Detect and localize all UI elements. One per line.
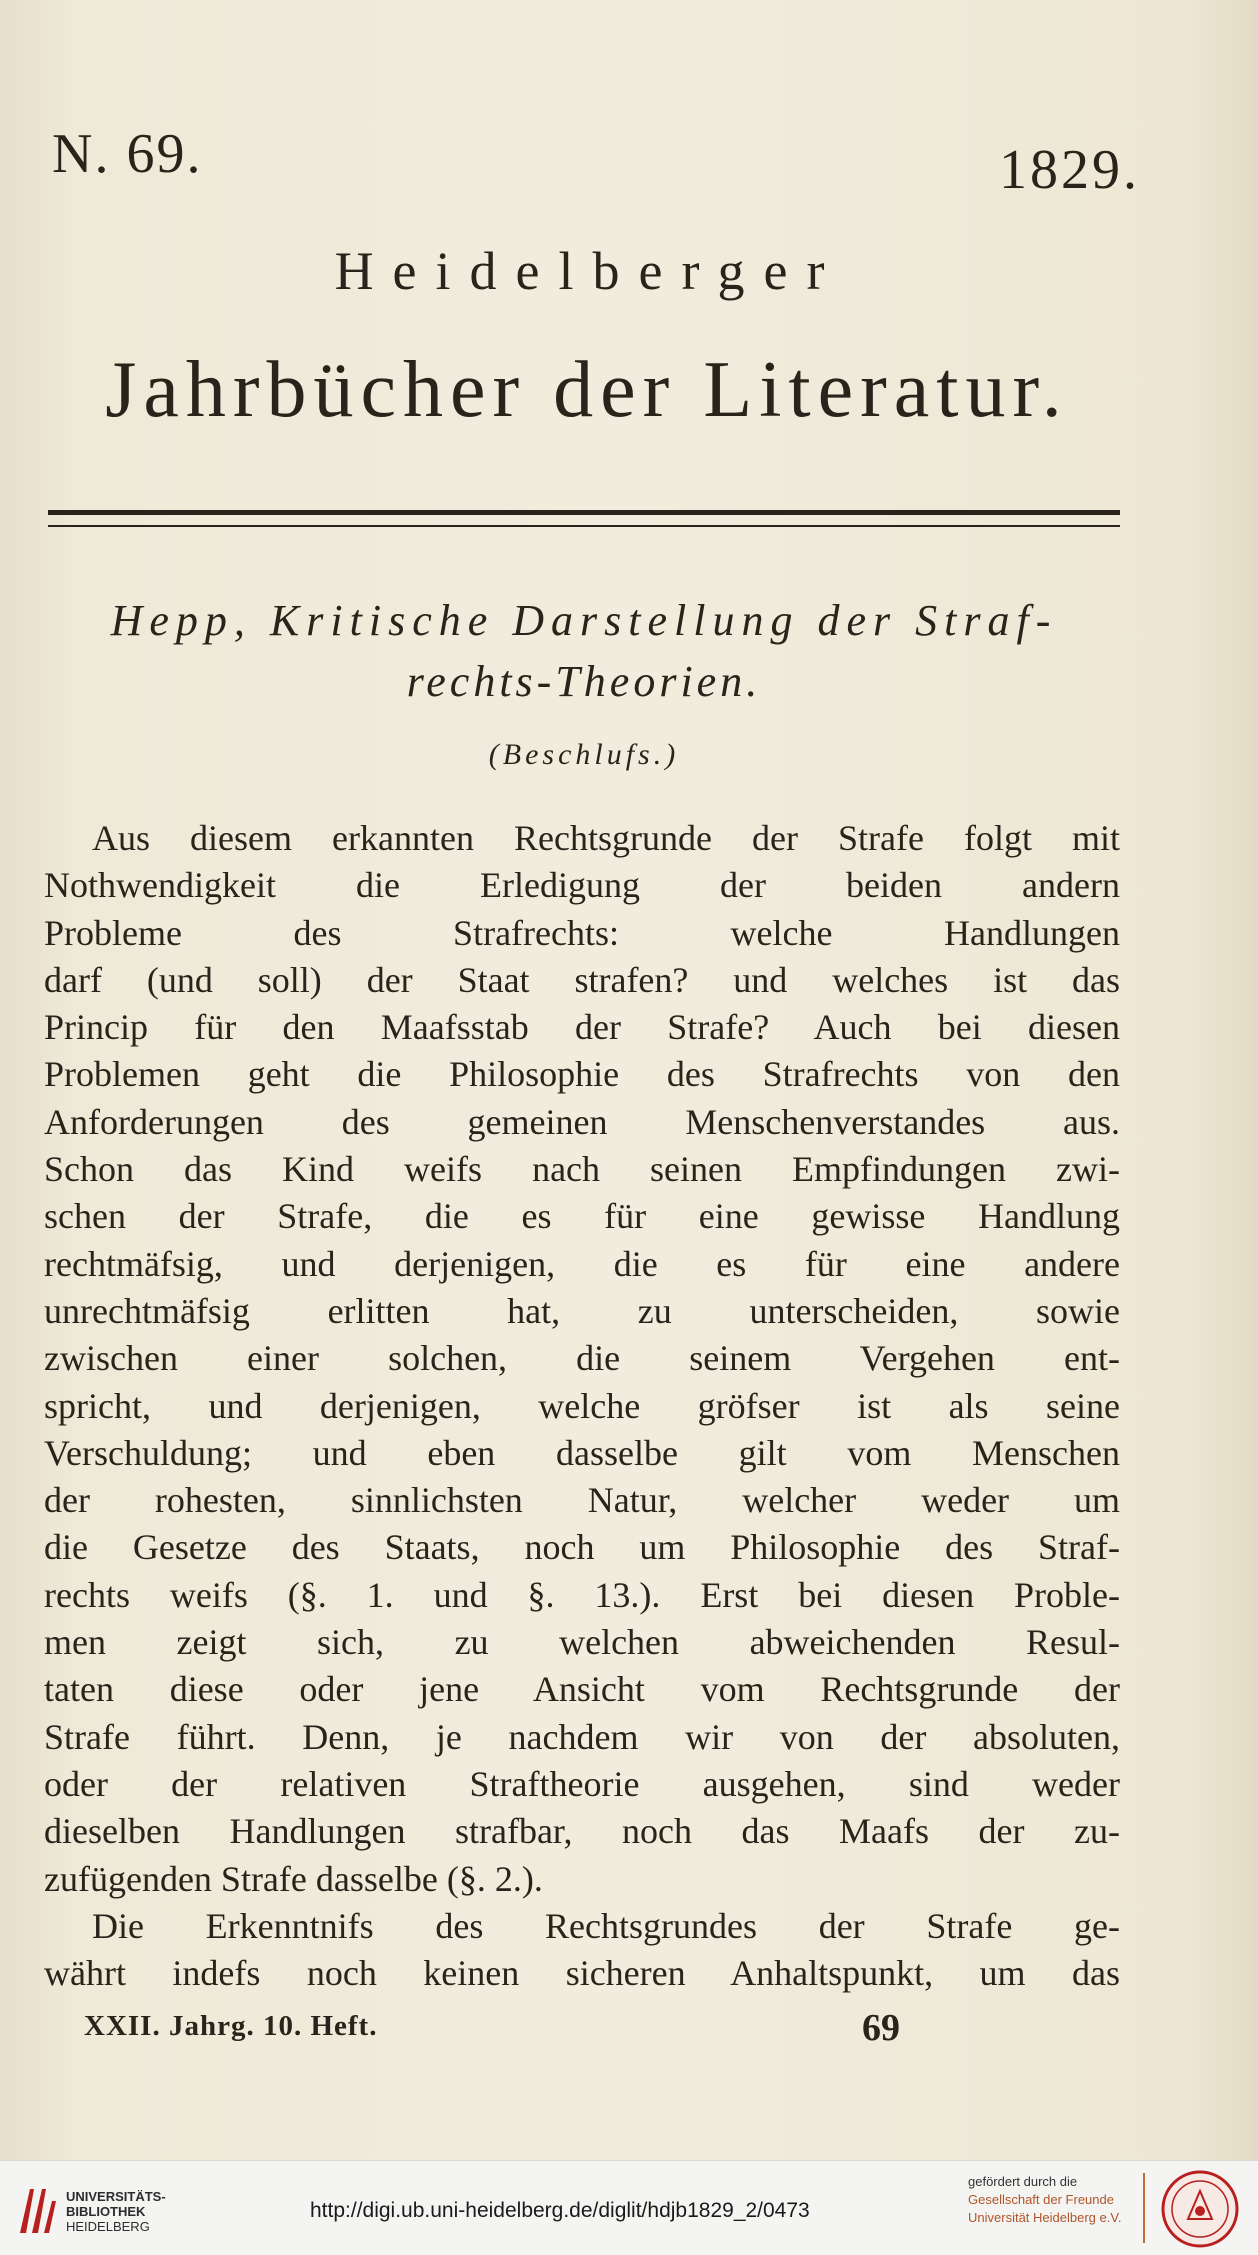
text-line: währt indefs noch keinen sicheren Anhaltspunkt, um das xyxy=(44,1953,1120,1994)
article-subtitle: (Beschlufs.) xyxy=(488,738,680,771)
sponsor-intro: gefördert durch die xyxy=(968,2174,1078,2189)
text-line: schen der Strafe, die es für eine gewisse Handlung xyxy=(44,1196,1120,1237)
text-line: Anforderungen des gemeinen Menschenverstandes aus. xyxy=(44,1101,1120,1142)
text-line: zufügenden Strafe dasselbe (§. 2.). xyxy=(44,1858,543,1899)
sponsor-divider xyxy=(1143,2173,1145,2243)
article-title-line-2: rechts-Theorien. xyxy=(406,657,762,706)
text-line: Problemen geht die Philosophie des Strafrechts von den xyxy=(44,1054,1120,1095)
text-line: Aus diesem erkannten Rechtsgrunde der Strafe folgt mit xyxy=(92,818,1120,858)
article-title-line-1: Hepp, Kritische Darstellung der Straf- xyxy=(110,596,1058,645)
library-name-line-2: BIBLIOTHEK xyxy=(66,2204,146,2219)
page-signature: 69 xyxy=(862,2007,900,2049)
text-line: Princip für den Maafsstab der Strafe? Auch bei diesen xyxy=(44,1007,1120,1048)
library-name xyxy=(66,2189,166,2234)
masthead-rule-thin xyxy=(48,525,1120,527)
text-line: der rohesten, sinnlichsten Natur, welcher weder um xyxy=(44,1480,1120,1521)
text-line: men zeigt sich, zu welchen abweichenden Resul- xyxy=(44,1622,1120,1663)
text-line: Die Erkenntnifs des Rechtsgrundes der Strafe ge- xyxy=(92,1905,1120,1946)
society-seal-icon xyxy=(1160,2169,1240,2249)
issue-number: N. 69. xyxy=(52,123,203,185)
text-line: zwischen einer solchen, die seinem Vergehen ent- xyxy=(44,1338,1120,1379)
text-line: Strafe führt. Denn, je nachdem wir von der absoluten, xyxy=(44,1716,1120,1757)
library-name-line-3: HEIDELBERG xyxy=(66,2219,150,2234)
text-line: darf (und soll) der Staat strafen? und welches ist das xyxy=(44,959,1120,1000)
masthead-rule-thick xyxy=(48,510,1120,515)
text-line: taten diese oder jene Ansicht vom Rechtsgrunde der xyxy=(44,1669,1120,1710)
viewer-footer-bar xyxy=(0,2160,1258,2255)
article-body xyxy=(44,815,1120,1997)
library-name-line-1: UNIVERSITÄTS- xyxy=(66,2189,166,2204)
text-line: spricht, und derjenigen, welche gröfser ist als seine xyxy=(44,1385,1120,1426)
journal-reference: XXII. Jahrg. 10. Heft. xyxy=(84,2010,378,2042)
text-line: Probleme des Strafrechts: welche Handlungen xyxy=(44,912,1120,953)
issue-year: 1829. xyxy=(999,139,1140,201)
text-line: Verschuldung; und eben dasselbe gilt vom Menschen xyxy=(44,1432,1120,1473)
university-library-logo-icon xyxy=(12,2181,60,2239)
text-line: unrechtmäfsig erlitten hat, zu unterscheiden, sowie xyxy=(44,1290,1120,1331)
text-line: oder der relativen Straftheorie ausgehen, sind weder xyxy=(44,1763,1120,1804)
permalink-url[interactable]: http://digi.ub.uni-heidelberg.de/diglit/hdjb1829_2/0473 xyxy=(310,2199,810,2222)
sponsor-credit xyxy=(968,2173,1138,2227)
text-line: dieselben Handlungen strafbar, noch das Maafs der zu- xyxy=(44,1811,1120,1852)
text-line: rechtmäfsig, und derjenigen, die es für eine andere xyxy=(44,1243,1120,1284)
sponsor-name-line-1: Gesellschaft der Freunde xyxy=(968,2192,1114,2207)
sponsor-name-line-2: Universität Heidelberg e.V. xyxy=(968,2210,1122,2225)
text-line: die Gesetze des Staats, noch um Philosophie des Straf- xyxy=(44,1527,1120,1568)
text-line: rechts weifs (§. 1. und §. 13.). Erst bei diesen Proble- xyxy=(44,1574,1120,1615)
masthead-line-1: Heidelberger xyxy=(334,241,844,301)
text-line: Schon das Kind weifs nach seinen Empfindungen zwi- xyxy=(44,1149,1120,1190)
masthead-line-2: Jahrbücher der Literatur. xyxy=(105,346,1069,434)
text-line: Nothwendigkeit die Erledigung der beiden andern xyxy=(44,865,1120,906)
